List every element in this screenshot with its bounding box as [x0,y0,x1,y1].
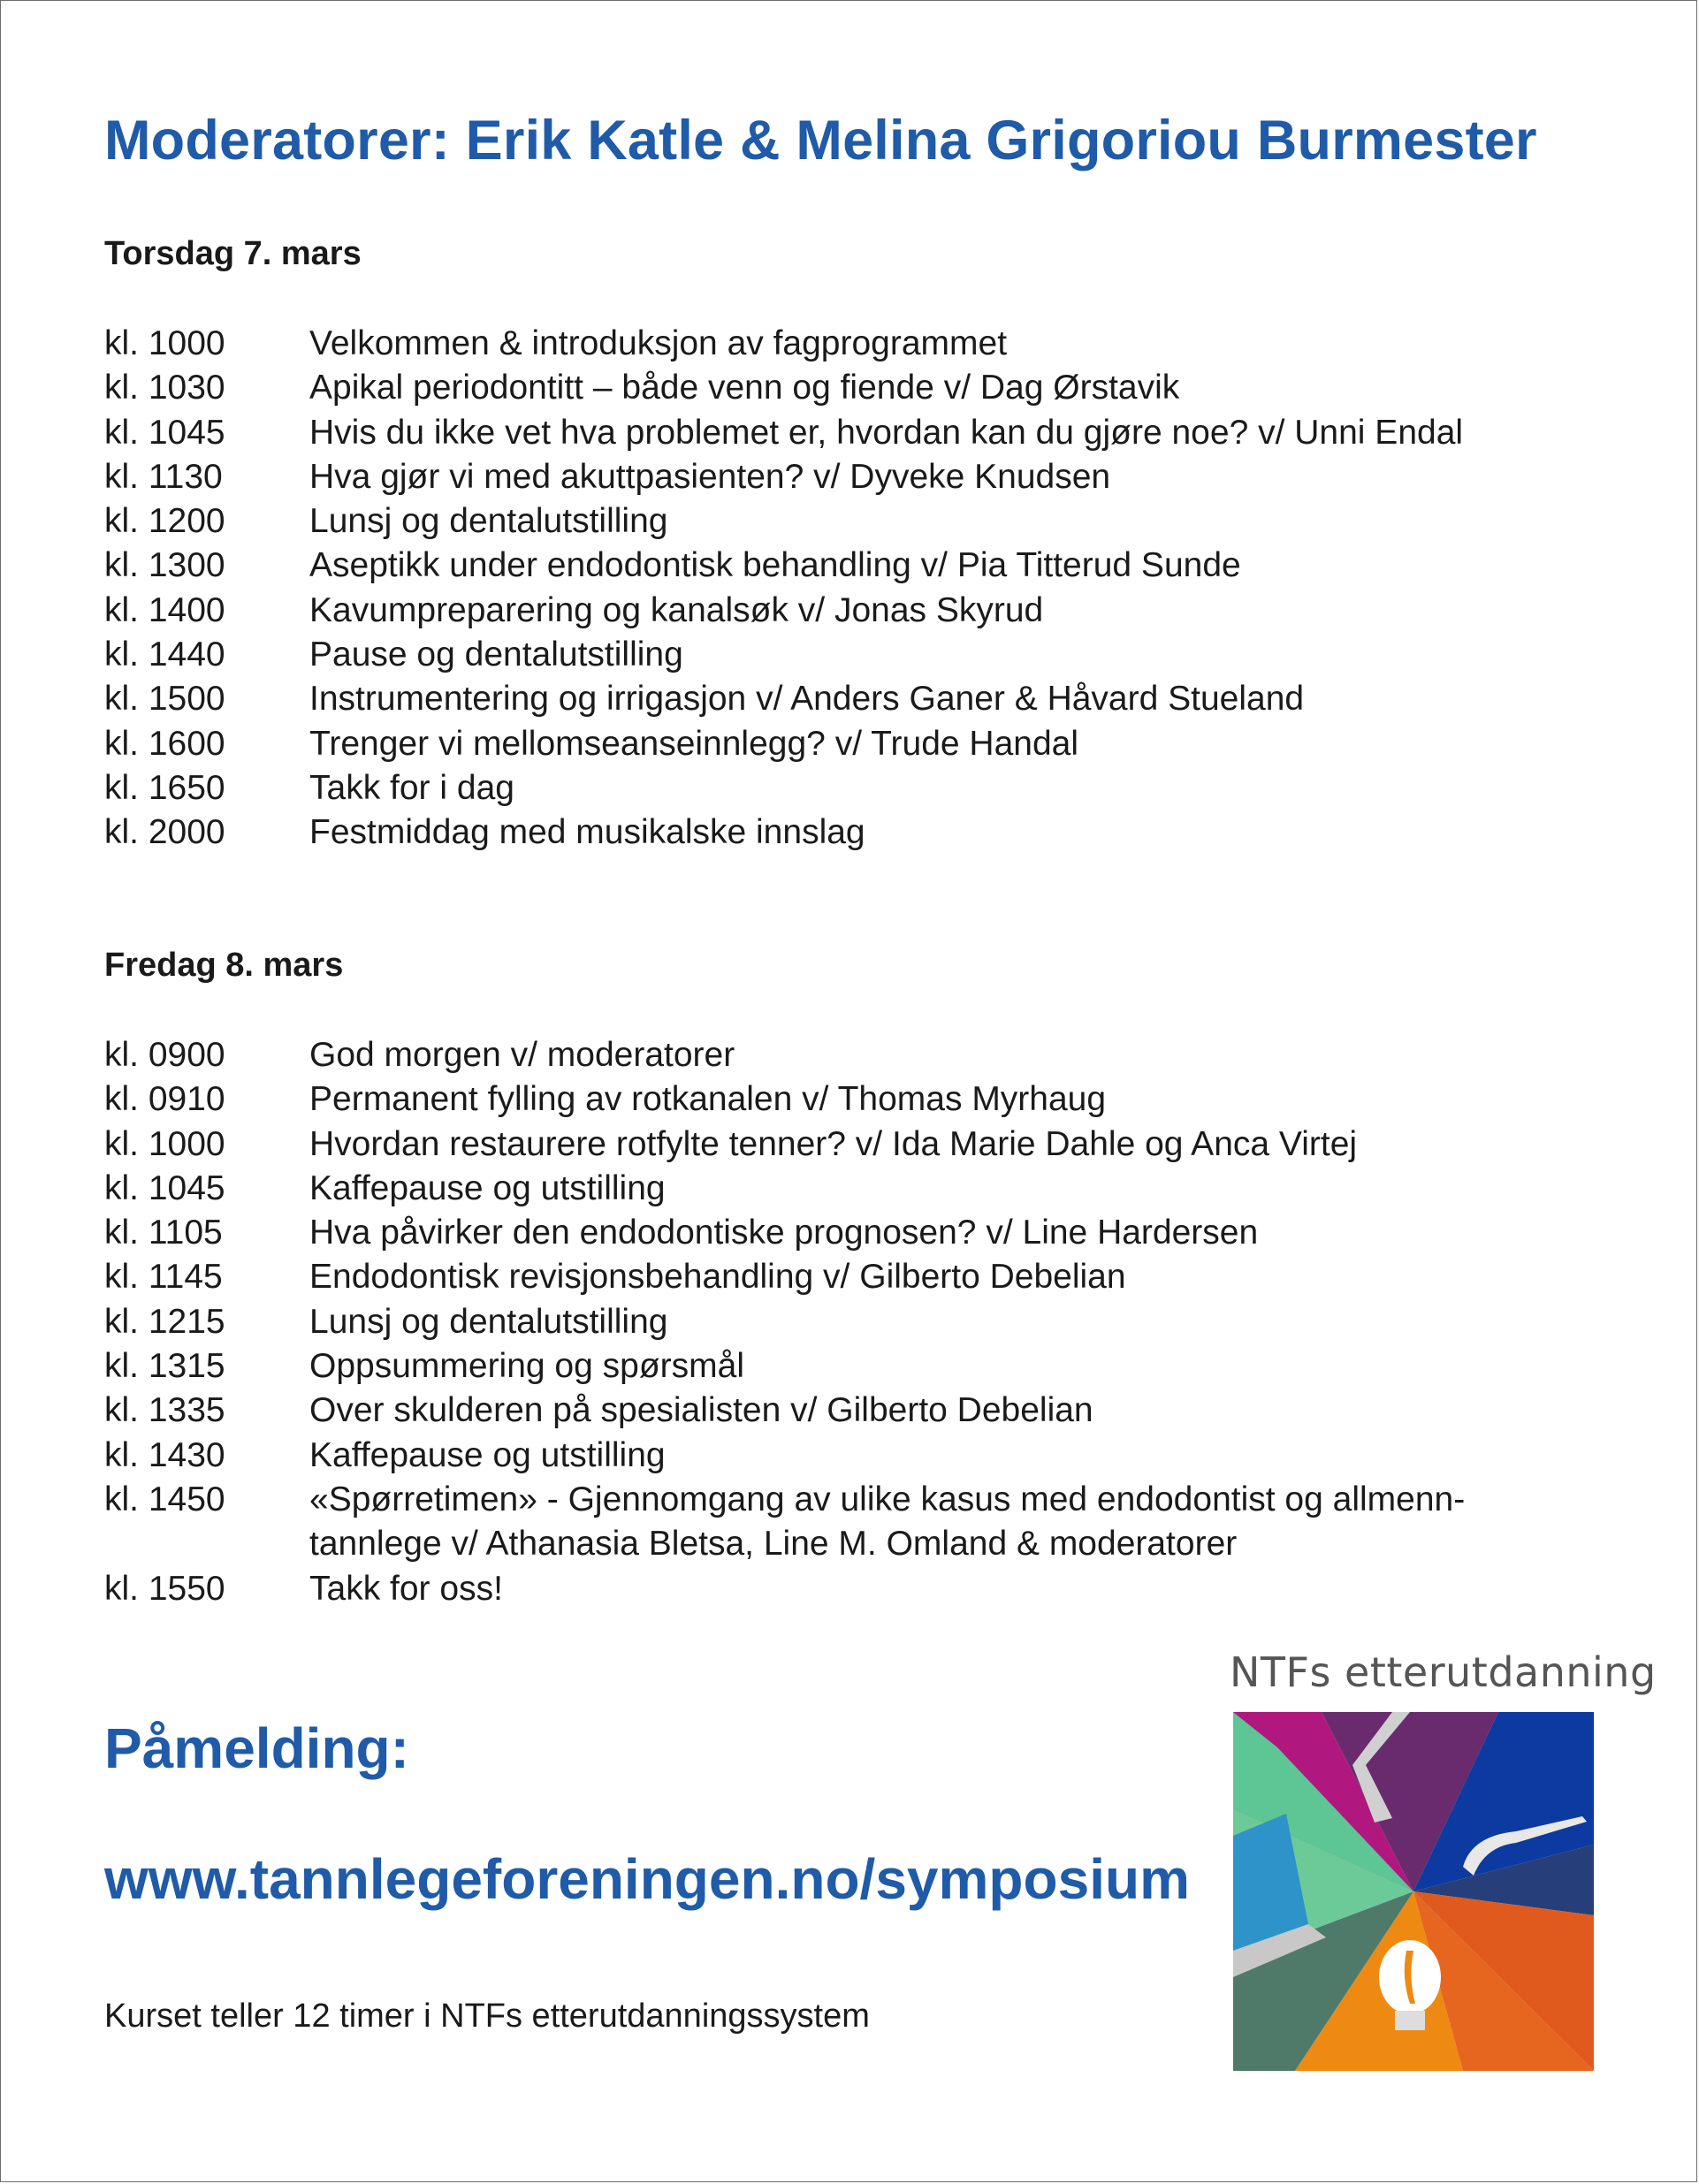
schedule-description-line: Kaffepause og utstilling [309,1435,666,1474]
schedule-description-line: Kavumpreparering og kanalsøk v/ Jonas Skyrud [309,590,1044,629]
schedule-time: kl. 1200 [104,502,225,541]
schedule-description [309,589,1463,633]
schedule-description [309,455,1463,499]
schedule-description [309,1167,1465,1211]
schedule-description-line: Apikal periodontitt – både venn og fiende v/ Dag Ørstavik [309,369,1180,407]
schedule-description [309,722,1463,766]
schedule-description-line: Hva gjør vi med akuttpasienten? v/ Dyveke Knudsen [309,457,1111,496]
schedule-row [104,544,1463,588]
schedule-description [309,677,1463,721]
schedule-description [309,1344,1465,1389]
schedule-description [309,1211,1465,1255]
schedule-description-line: Takk for oss! [309,1569,503,1608]
schedule-row [104,366,1463,410]
schedule-description-line: Hvis du ikke vet hva problemet er, hvordan kan du gjøre noe? v/ Unni Endal [309,413,1464,452]
schedule-description-line: Instrumentering og irrigasjon v/ Anders Ganer & Håvard Stueland [309,680,1305,719]
schedule-description-line: Festmiddag med musikalske innslag [309,813,865,852]
schedule-time: kl. 1335 [104,1391,225,1430]
schedule-time: kl. 1300 [104,546,225,585]
schedule-description [309,1255,1465,1299]
schedule-time: kl. 1045 [104,413,225,452]
schedule-row [104,1389,1465,1433]
schedule-time: kl. 1045 [104,1168,225,1207]
schedule-description-line: Hva påvirker den endodontiske prognosen? v/ Line Hardersen [309,1214,1259,1252]
schedule-description [309,1077,1465,1122]
schedule-time: kl. 1000 [104,1124,225,1163]
schedule-time: kl. 1500 [104,680,225,719]
schedule-description-line: Oppsummering og spørsmål [309,1347,744,1386]
schedule-time: kl. 1000 [104,324,225,362]
schedule-description-line: Lunsj og dentalutstilling [309,502,668,541]
day-heading-friday: Fredag 8. mars [104,947,344,984]
schedule-row [104,1344,1465,1389]
schedule-description-line: Hvordan restaurere rotfylte tenner? v/ Ida Marie Dahle og Anca Virtej [309,1124,1358,1163]
schedule-row [104,589,1463,633]
schedule-description [309,499,1463,544]
schedule-row [104,1434,1465,1478]
schedule-description-line: Trenger vi mellomseanseinnlegg? v/ Trude Handal [309,724,1079,763]
schedule-time: kl. 1430 [104,1435,225,1474]
schedule-row [104,633,1463,677]
schedule-description [309,1567,1465,1611]
schedule-description-line: God morgen v/ moderatorer [309,1036,735,1074]
schedule-row [104,1300,1465,1344]
ntf-etterutdanning-logo-icon [1233,1712,1594,2071]
schedule-description [309,544,1463,588]
schedule-description-line: Over skulderen på spesialisten v/ Gilberto Debelian [309,1391,1093,1430]
schedule-row [104,499,1463,544]
schedule-description [309,633,1463,677]
schedule-row [104,322,1463,366]
schedule-time: kl. 1030 [104,369,225,407]
schedule-row [104,411,1463,455]
schedule-description-line: Kaffepause og utstilling [309,1168,666,1207]
schedule-time: kl. 2000 [104,813,225,852]
schedule-time: kl. 0900 [104,1036,225,1074]
registration-heading: Påmelding: [104,1716,409,1780]
schedule-description [309,1434,1465,1478]
schedule-row [104,1033,1465,1077]
schedule-time: kl. 1400 [104,590,225,629]
schedule-description [309,1300,1465,1344]
schedule-thursday [104,322,1463,856]
schedule-description-line: Lunsj og dentalutstilling [309,1302,668,1341]
schedule-time: kl. 1130 [104,457,223,496]
credit-note: Kurset teller 12 timer i NTFs etterutdanningssystem [104,1998,870,2035]
schedule-friday [104,1033,1465,1611]
schedule-time: kl. 1650 [104,768,225,807]
schedule-time: kl. 1450 [104,1480,225,1518]
schedule-row [104,1211,1465,1255]
schedule-time: kl. 1550 [104,1569,225,1608]
schedule-time: kl. 1440 [104,635,225,674]
schedule-description [309,1033,1465,1077]
brand-name: NTFs etterutdanning [1230,1648,1657,1696]
schedule-row [104,810,1463,855]
schedule-row [104,766,1463,810]
schedule-description-line: Takk for i dag [309,768,514,807]
schedule-description-line: Permanent fylling av rotkanalen v/ Thomas Myrhaug [309,1080,1107,1119]
schedule-description [309,366,1463,410]
schedule-description [309,322,1463,366]
schedule-description-line: Endodontisk revisjonsbehandling v/ Gilberto Debelian [309,1258,1126,1297]
schedule-description [309,411,1463,455]
schedule-description [309,766,1463,810]
schedule-description [309,1478,1465,1567]
schedule-description-line: Pause og dentalutstilling [309,635,683,674]
registration-link[interactable]: www.tannlegeforeningen.no/symposium [104,1847,1190,1911]
schedule-time: kl. 1145 [104,1258,223,1297]
schedule-time: kl. 0910 [104,1080,225,1119]
schedule-row [104,455,1463,499]
schedule-row [104,1122,1465,1167]
schedule-time: kl. 1215 [104,1302,225,1341]
schedule-description-line: Velkommen & introduksjon av fagprogrammet [309,324,1008,362]
schedule-row [104,677,1463,721]
day-heading-thursday: Torsdag 7. mars [104,235,362,272]
schedule-row [104,1567,1465,1611]
schedule-description [309,1389,1465,1433]
schedule-description [309,1122,1465,1167]
schedule-description-line: Aseptikk under endodontisk behandling v/ Pia Titterud Sunde [309,546,1241,585]
schedule-description [309,810,1463,855]
schedule-row [104,1167,1465,1211]
schedule-row [104,1478,1465,1567]
schedule-row [104,1077,1465,1122]
schedule-row [104,722,1463,766]
page-title: Moderatorer: Erik Katle & Melina Grigoriou Burmester [104,110,1537,171]
schedule-description-line: «Spørretimen» - Gjennomgang av ulike kasus med endodontist og allmenn- [309,1480,1466,1518]
schedule-time: kl. 1600 [104,724,225,763]
schedule-time: kl. 1105 [104,1214,223,1252]
schedule-time: kl. 1315 [104,1347,225,1386]
schedule-row [104,1255,1465,1299]
schedule-description-line: tannlege v/ Athanasia Bletsa, Line M. Omland & moderatorer [309,1525,1238,1564]
